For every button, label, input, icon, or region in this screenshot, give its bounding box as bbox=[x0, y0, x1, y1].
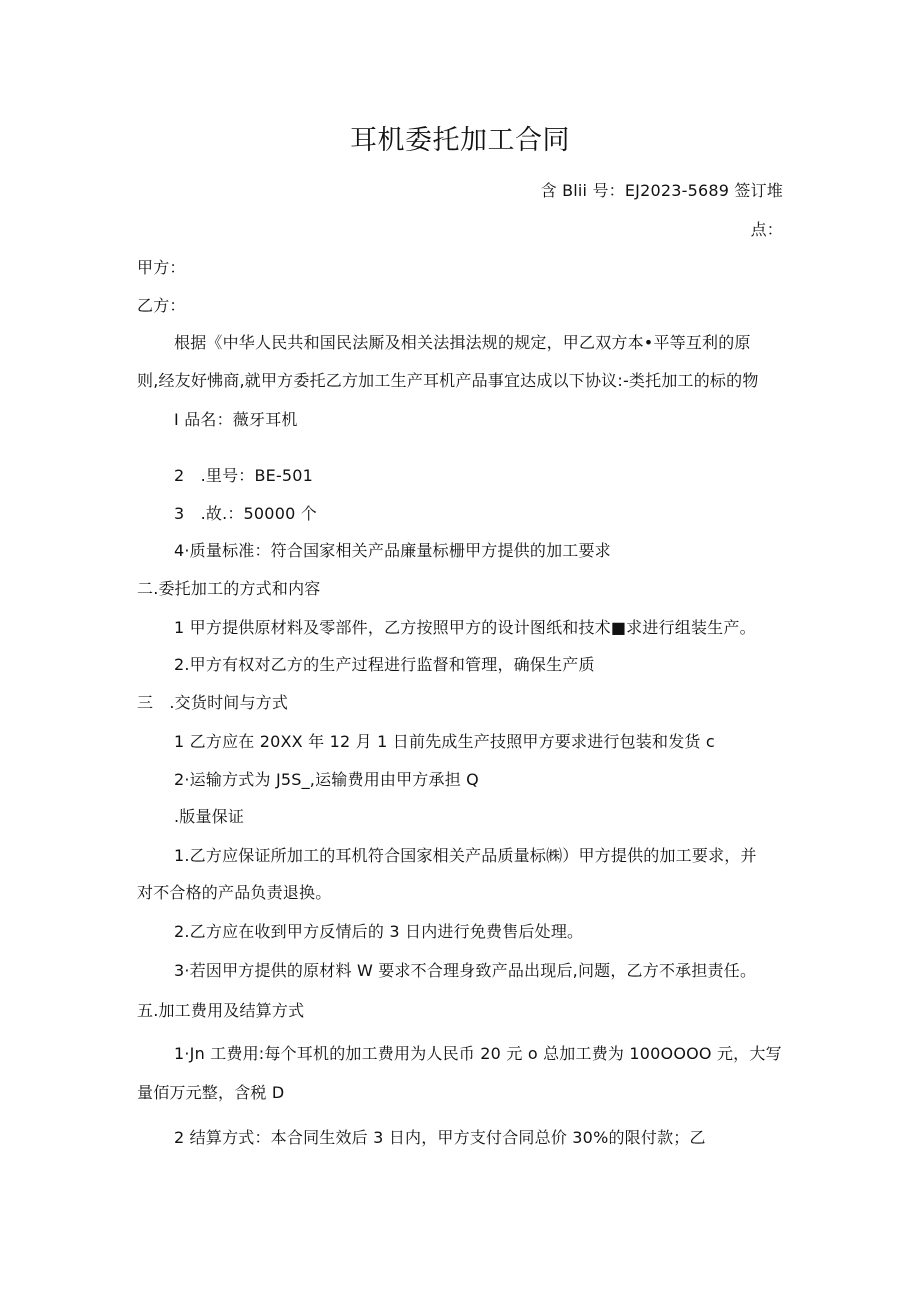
section-5-item-2: 2 结算方式：本合同生效后 3 日内，甲方支付合同总价 30%的限付款；乙 bbox=[174, 1128, 706, 1147]
section-3-heading: 三 .交货时间与方式 bbox=[137, 693, 289, 712]
section-5-heading: 五.加工费用及结算方式 bbox=[137, 1001, 305, 1020]
intro-paragraph-line-2: 则,经友好怫商,就甲方委托乙方加工生产耳机产品事宜达成以下协议:-类托加工的标的物 bbox=[137, 371, 759, 390]
section-4-item-1-line-2: 对不合格的产品负责退换。 bbox=[137, 883, 332, 902]
section-4-heading: .版量保证 bbox=[174, 807, 245, 826]
section-4-item-2: 2.乙方应在收到甲方反情后的 3 日内进行免费售后处理。 bbox=[174, 922, 584, 941]
section-3-item-1: 1 乙方应在 20XX 年 12 月 1 日前先成生产技照甲方要求进行包装和发货 c bbox=[174, 732, 715, 751]
quality-standard-item: 4·质量标准：符合国家相关产品廉量标栅甲方提供的加工要求 bbox=[174, 541, 611, 560]
party-b-label: 乙方： bbox=[137, 296, 186, 315]
model-item: 2 .里号：BE-501 bbox=[174, 466, 314, 485]
quantity-item: 3 .故.：50000 个 bbox=[174, 504, 317, 523]
section-5-item-1-line-1: 1·Jn 工费用:每个耳机的加工费用为人民币 20 元 o 总加工费为 100OOOO 元，大写 bbox=[174, 1044, 782, 1063]
section-2-heading: 二.委托加工的方式和内容 bbox=[137, 579, 321, 598]
party-a-label: 甲方： bbox=[137, 258, 186, 277]
signing-place-line: 点： bbox=[750, 220, 783, 239]
intro-paragraph-line-1: 根据《中华人民共和国民法厮及相关法揖法规的规定，甲乙双方本•平等互利的原 bbox=[174, 333, 751, 352]
product-name-item: I 品名：薇牙耳机 bbox=[174, 410, 298, 429]
section-4-item-3: 3·若因甲方提供的原材料 W 要求不合理身致产品出现后,问题，乙方不承担责任。 bbox=[174, 961, 757, 980]
section-3-item-2: 2·运输方式为 J5S_,运输费用由甲方承担 Q bbox=[174, 770, 479, 789]
contract-number-line: 含 Blii 号：EJ2023-5689 签订堆 bbox=[540, 181, 783, 200]
section-4-item-1-line-1: 1.乙方应保证所加工的耳机符合国家相关产品质量标㈱）甲方提供的加工要求，并 bbox=[174, 846, 757, 865]
section-5-item-1-line-2: 量佰万元整，含税 D bbox=[137, 1083, 285, 1102]
section-2-item-1: 1 甲方提供原材料及零部件，乙方按照甲方的设计图纸和技术■求进行组装生产。 bbox=[174, 618, 756, 637]
document-title: 耳机委托加工合同 bbox=[350, 125, 570, 156]
section-2-item-2: 2.甲方有权对乙方的生产过程进行监督和管理，确保生产质 bbox=[174, 655, 595, 674]
